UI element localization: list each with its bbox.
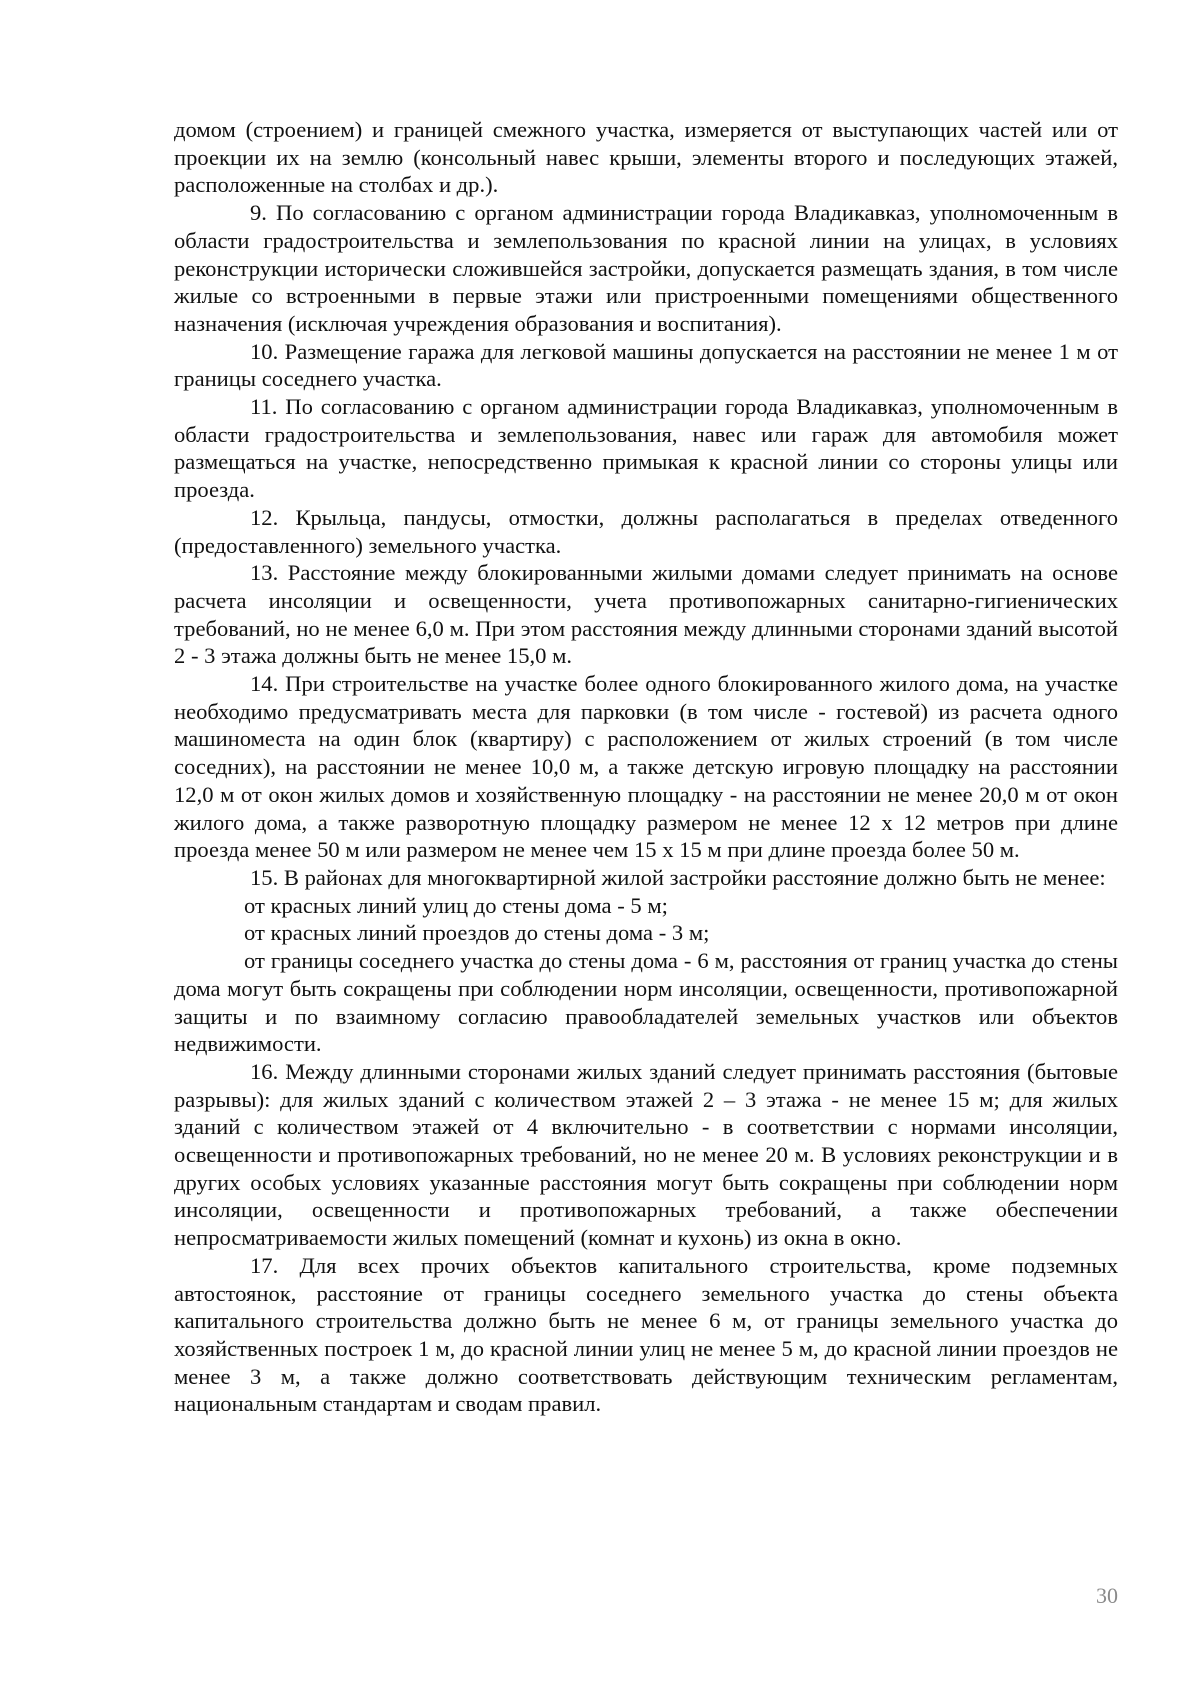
paragraph-12: 12. Крыльца, пандусы, отмостки, должны располагаться в пределах отведенного (предоставленного) земельного участка. [174,504,1118,558]
paragraph-continuation: домом (строением) и границей смежного участка, измеряется от выступающих частей или от проекции их на землю (консольный навес крыши, элементы второго и последующих этажей, расположенные на столбах и др.). [174,117,1118,198]
paragraph-11: 11. По согласованию с органом администрации города Владикавказ, уполномоченным в области градостроительства и землепользования, навес или гараж для автомобиля может размещаться на участке, непосредственно примыкая к красной линии со стороны улицы или проезда. [174,394,1118,503]
document-body [174,116,1118,1418]
paragraph-15-item-3: от границы соседнего участка до стены дома - 6 м, расстояния от границ участка до стены дома могут быть сокращены при соблюдении норм инсоляции, освещенности, противопожарной защиты и по взаимному согласию правообладателей земельных участков или объектов недвижимости. [174,948,1118,1057]
paragraph-13: 13. Расстояние между блокированными жилыми домами следует принимать на основе расчета инсоляции и освещенности, учета противопожарных санитарно-гигиенических требований, но не менее 6,0 м. При этом расстояния между длинными сторонами зданий высотой 2 - 3 этажа должны быть не менее 15,0 м. [174,560,1118,669]
paragraph-14: 14. При строительстве на участке более одного блокированного жилого дома, на участке необходимо предусматривать места для парковки (в том числе - гостевой) из расчета одного машиноместа на один блок (квартиру) с расположением от жилых строений (в том числе соседних), на расстоянии не менее 10,0 м, а также детскую игровую площадку на расстоянии 12,0 м от окон жилых домов и хозяйственную площадку - на расстоянии не менее 20,0 м от окон жилого дома, а также разворотную площадку размером не менее 12 х 12 метров при длине проезда менее 50 м или размером не менее чем 15 х 15 м при длине проезда более 50 м. [174,671,1118,863]
page-number: 30 [1096,1583,1118,1608]
paragraph-16: 16. Между длинными сторонами жилых зданий следует принимать расстояния (бытовые разрывы): для жилых зданий с количеством этажей 2 – 3 этажа - не менее 15 м; для жилых зданий с количеством этажей от 4 включительно - в соответствии с нормами инсоляции, освещенности и противопожарных требований, но не менее 20 м. В условиях реконструкции и в других особых условиях указанные расстояния могут быть сокращены при соблюдении норм инсоляции, освещенности и противопожарных требований, а также обеспечении непросматриваемости жилых помещений (комнат и кухонь) из окна в окно. [174,1058,1118,1251]
paragraph-15-item-2: от красных линий проездов до стены дома - 3 м; [244,920,710,946]
paragraph-17: 17. Для всех прочих объектов капитального строительства, кроме подземных автостоянок, расстояние от границы соседнего земельного участка до стены объекта капитального строительства должно быть не менее 6 м, от границы земельного участка до хозяйственных построек 1 м, до красной линии улиц не менее 5 м, до красной линии проездов не менее 3 м, а также должно соответствовать действующим техническим регламентам, национальным стандартам и сводам правил. [174,1252,1118,1417]
paragraph-15: 15. В районах для многоквартирной жилой застройки расстояние должно быть не менее: [250,864,1106,890]
paragraph-10: 10. Размещение гаража для легковой машины допускается на расстоянии не менее 1 м от границы соседнего участка. [174,338,1118,392]
paragraph-9: 9. По согласованию с органом администрации города Владикавказ, уполномоченным в области градостроительства и землепользования по красной линии на улицах, в условиях реконструкции исторически сложившейся застройки, допускается размещать здания, в том числе жилые со встроенными в первые этажи или пристроенными помещениями общественного назначения (исключая учреждения образования и воспитания). [174,200,1118,336]
paragraph-15-item-1: от красных линий улиц до стены дома - 5 м; [244,892,668,918]
